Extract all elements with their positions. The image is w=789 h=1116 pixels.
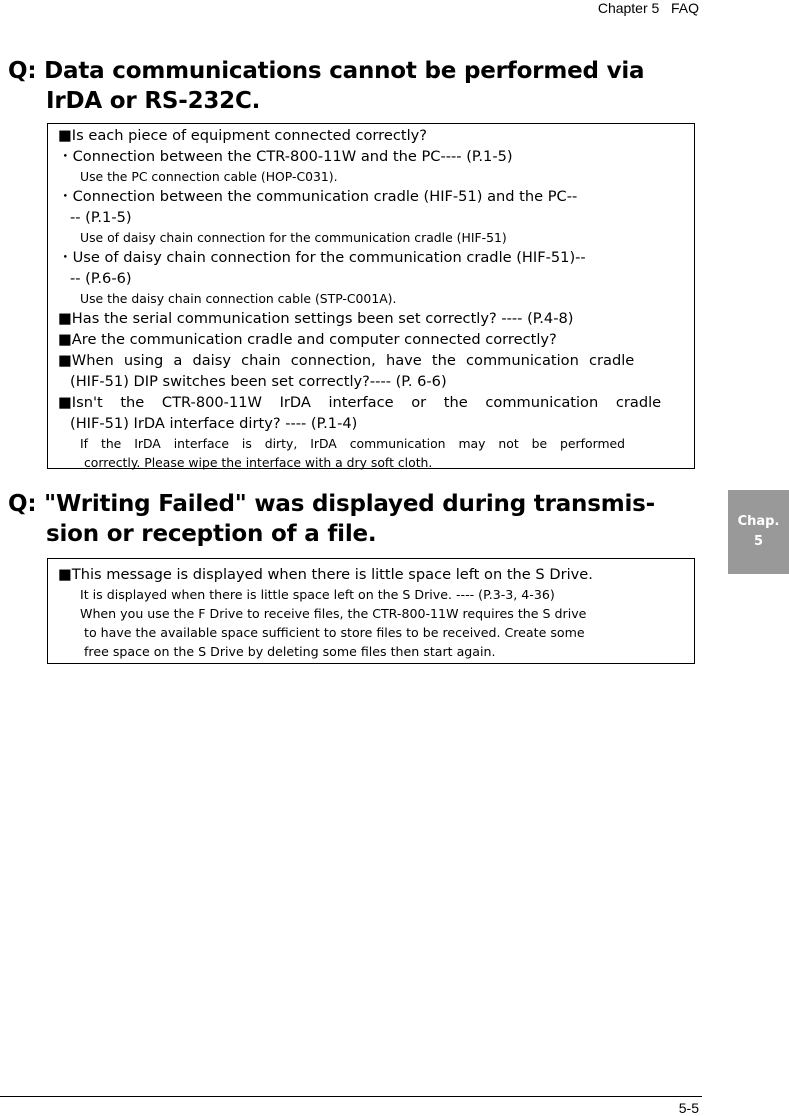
note-f-drive-receive-cont1: to have the available space sufficient to store files to be received. Create some	[84, 625, 585, 640]
page-number: 5-5	[678, 1100, 699, 1116]
question-1-answer-box	[47, 123, 695, 469]
question-2-title	[8, 489, 708, 549]
check-irda-dirty-cont: (HIF-51) IrDA interface dirty? ---- (P.1-4)	[70, 415, 358, 432]
note-daisy-chain-cable: Use the daisy chain connection cable (STP-C001A).	[80, 291, 397, 306]
chapter-tab-label: Chap.	[737, 514, 780, 529]
question-1-title-line1: Q: Data communications cannot be performed via	[8, 58, 645, 84]
check-cradle-computer: ■Are the communication cradle and computer connected correctly?	[58, 331, 557, 348]
note-f-drive-receive: When you use the F Drive to receive files, the CTR-800-11W requires the S drive	[80, 606, 587, 621]
check-dip-switches: ■When using a daisy chain connection, have the communication cradle	[58, 352, 635, 369]
chapter-tab-number: 5	[753, 534, 764, 549]
question-1-title-line2: IrDA or RS-232C.	[46, 88, 261, 114]
note-daisy-chain-cradle: Use of daisy chain connection for the communication cradle (HIF-51)	[80, 230, 507, 245]
question-2-title-line2: sion or reception of a file.	[46, 521, 377, 547]
bullet-daisy-chain: ・Use of daisy chain connection for the communication cradle (HIF-51)--	[58, 249, 586, 266]
check-serial-settings: ■Has the serial communication settings been set correctly? ---- (P.4-8)	[58, 310, 574, 327]
note-s-drive-space: It is displayed when there is little space left on the S Drive. ---- (P.3-3, 4-36)	[80, 587, 555, 602]
header-section: FAQ	[670, 0, 699, 16]
question-2-title-line1: Q: "Writing Failed" was displayed during transmis-	[8, 491, 656, 517]
check-s-drive-space: ■This message is displayed when there is little space left on the S Drive.	[58, 566, 593, 583]
question-1-title	[8, 56, 708, 116]
bullet-ctr-pc-connection: ・Connection between the CTR-800-11W and the PC---- (P.1-5)	[58, 148, 513, 165]
running-header	[598, 0, 699, 16]
note-irda-dirty: If the IrDA interface is dirty, IrDA communication may not be performed	[80, 436, 626, 451]
bullet-daisy-chain-cont: -- (P.6-6)	[70, 270, 132, 287]
note-pc-cable: Use the PC connection cable (HOP-C031).	[80, 169, 338, 184]
check-irda-dirty: ■Isn't the CTR-800-11W IrDA interface or the communication cradle	[58, 394, 662, 411]
note-f-drive-receive-cont2: free space on the S Drive by deleting some files then start again.	[84, 644, 496, 659]
bullet-cradle-pc-connection-cont: -- (P.1-5)	[70, 209, 132, 226]
footer-divider	[0, 1096, 702, 1097]
check-dip-switches-cont: (HIF-51) DIP switches been set correctly?---- (P. 6-6)	[70, 373, 447, 390]
chapter-tab	[728, 490, 789, 574]
check-equipment-connected: ■Is each piece of equipment connected correctly?	[58, 127, 428, 144]
question-2-answer-box	[47, 558, 695, 664]
header-chapter: Chapter 5	[597, 0, 660, 16]
note-irda-dirty-cont: correctly. Please wipe the interface with a dry soft cloth.	[84, 455, 433, 470]
bullet-cradle-pc-connection: ・Connection between the communication cradle (HIF-51) and the PC--	[58, 188, 578, 205]
